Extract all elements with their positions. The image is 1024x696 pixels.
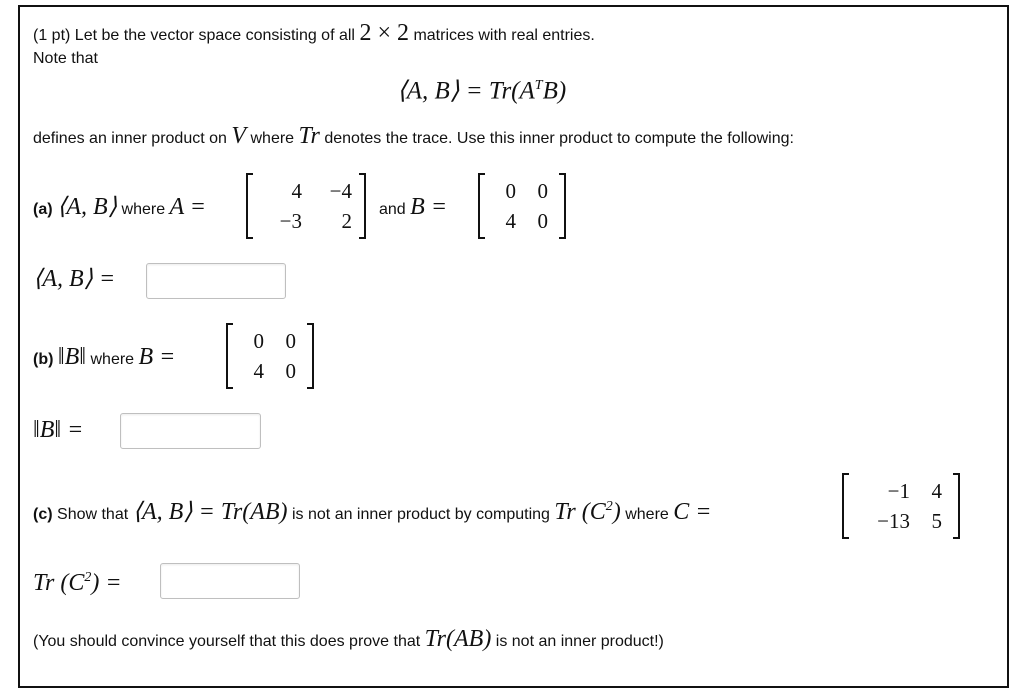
part-b-expr: ‖B‖ (57, 344, 87, 370)
part-a-prompt (33, 193, 206, 224)
part-a-expr: ⟨A, B⟩ (57, 194, 118, 220)
matrix-c-right-bracket (953, 473, 960, 539)
matrix-b-left-bracket (478, 173, 485, 239)
defines-line (33, 123, 794, 149)
space-symbol: V (231, 123, 247, 149)
part-a-answer-label: ⟨A, B⟩ = (33, 266, 116, 292)
matrix-b-cell: 0 (537, 209, 548, 233)
part-c-trace-sup: 2 (605, 499, 613, 514)
part-c-trace-expr-main: Tr (C (554, 499, 606, 525)
matrix-c-cell: −13 (877, 509, 910, 533)
dimension-expression: 2 × 2 (359, 20, 409, 46)
defines-post: denotes the trace. Use this inner product to compute the following: (324, 130, 794, 147)
matrix-b-norm-cell: 0 (285, 329, 296, 353)
footer-pre: (You should convince yourself that this does prove that (33, 633, 421, 650)
part-c-answer-label-main: Tr (C (33, 570, 85, 596)
defines-pre: defines an inner product on (33, 130, 227, 147)
footer-note (33, 624, 664, 657)
part-b-b-lhs: B = (138, 344, 176, 370)
trace-symbol: Tr (298, 123, 320, 149)
part-a-b-lhs: B = (410, 194, 448, 220)
matrix-c-cell: 5 (931, 509, 942, 533)
definition-formula-sup: T (534, 78, 543, 93)
part-b-answer-input[interactable] (120, 413, 261, 449)
part-c-trace-expr (554, 499, 620, 525)
matrix-b (478, 173, 566, 239)
part-c-c-lhs: C = (673, 499, 712, 525)
matrix-b-norm-cell: 0 (285, 359, 296, 383)
matrix-a (246, 173, 366, 239)
part-c-answer-label (33, 563, 122, 598)
matrix-a-cell: −4 (329, 179, 352, 203)
matrix-c-left-bracket (842, 473, 849, 539)
matrix-b-right-bracket (559, 173, 566, 239)
matrix-c-cell: −1 (887, 479, 910, 503)
matrix-b-norm-right-bracket (307, 323, 314, 389)
part-c-label: (c) (33, 506, 53, 523)
matrix-a-cell: 4 (291, 179, 302, 203)
part-b-prompt (33, 343, 175, 374)
definition-formula (397, 68, 566, 109)
matrix-b-cell: 0 (537, 179, 548, 203)
points-label: (1 pt) (33, 27, 71, 44)
part-c-formula: ⟨A, B⟩ = Tr(AB) (132, 499, 288, 525)
part-c-trace-close: ) (612, 499, 621, 525)
part-b-where: where (90, 351, 135, 368)
matrix-a-left-bracket (246, 173, 253, 239)
intro-mid: be the vector space consisting of all (101, 27, 355, 44)
matrix-c (842, 473, 960, 539)
part-a-answer-input[interactable] (146, 263, 286, 299)
part-b-answer-label: ‖B‖ = (33, 417, 84, 443)
part-a-where: where (121, 201, 166, 218)
defines-mid: where (250, 130, 295, 147)
matrix-b-norm (226, 323, 314, 389)
part-a-and (379, 193, 447, 224)
intro-line (33, 20, 595, 46)
definition-formula-tail: B) (542, 77, 567, 105)
part-c-answer-label-post: ) = (91, 570, 122, 596)
matrix-b-norm-cell: 4 (253, 359, 264, 383)
part-c-where: where (625, 506, 669, 523)
matrix-b-cell: 0 (505, 179, 516, 203)
matrix-a-cell: −3 (279, 209, 302, 233)
matrix-b-cell: 4 (505, 209, 516, 233)
part-c-answer-label-sup: 2 (84, 570, 92, 585)
matrix-b-norm-left-bracket (226, 323, 233, 389)
intro-pre: Let (74, 27, 98, 44)
part-c-prompt (33, 492, 711, 530)
footer-post: is not an inner product!) (495, 633, 664, 650)
note-text: Note that (33, 50, 98, 67)
part-a-a-lhs: A = (169, 194, 206, 220)
part-c-answer-input[interactable] (160, 563, 300, 599)
intro-post: matrices with real entries. (413, 27, 595, 44)
matrix-c-cell: 4 (931, 479, 942, 503)
footer-formula: Tr(AB) (424, 626, 492, 652)
part-c-text-pre: Show that (57, 506, 129, 523)
part-b-label: (b) (33, 351, 54, 368)
matrix-a-right-bracket (359, 173, 366, 239)
part-c-text-mid: is not an inner product by computing (292, 506, 550, 523)
matrix-a-cell: 2 (341, 209, 352, 233)
matrix-b-norm-cell: 0 (253, 329, 264, 353)
part-a-label: (a) (33, 201, 53, 218)
definition-formula-main: ⟨A, B⟩ = Tr(A (397, 77, 535, 105)
part-a-and-text: and (379, 201, 406, 218)
